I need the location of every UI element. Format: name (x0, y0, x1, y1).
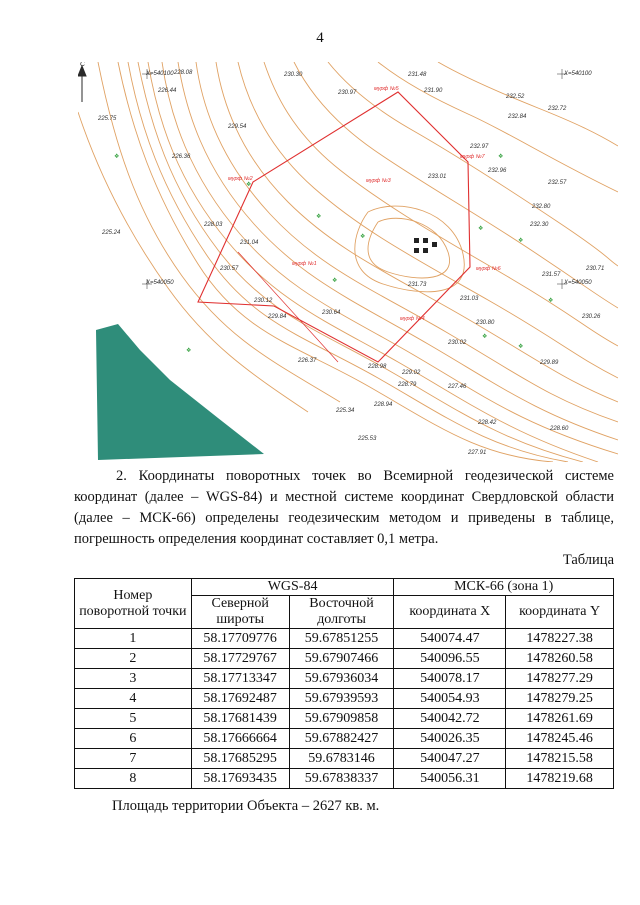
svg-text:❖: ❖ (186, 348, 192, 354)
svg-text:226.44: 226.44 (158, 88, 177, 94)
svg-text:230.26: 230.26 (582, 314, 601, 320)
svg-text:230.30: 230.30 (284, 72, 303, 78)
svg-text:❖: ❖ (482, 334, 488, 340)
svg-text:232.84: 232.84 (508, 114, 527, 120)
svg-text:мурф №5: мурф №5 (374, 86, 399, 92)
svg-text:мурф №3: мурф №3 (366, 178, 391, 184)
svg-text:230.02: 230.02 (448, 340, 467, 346)
table-row: 8 58.17693435 59.67838337 540056.31 1478219.68 (75, 769, 614, 789)
svg-text:❖: ❖ (360, 234, 366, 240)
table-caption: Таблица (562, 552, 614, 568)
svg-text:232.96: 232.96 (488, 168, 507, 174)
svg-text:229.54: 229.54 (228, 124, 247, 130)
svg-text:231.04: 231.04 (240, 240, 259, 246)
svg-text:225.75: 225.75 (98, 116, 117, 122)
svg-text:❖: ❖ (316, 214, 322, 220)
svg-text:❖: ❖ (114, 154, 120, 160)
svg-text:228.98: 228.98 (368, 364, 387, 370)
header-msk: МСК-66 (зона 1) (394, 579, 614, 596)
svg-text:232.30: 232.30 (530, 222, 549, 228)
north-arrow (78, 66, 86, 102)
north-mark: С (80, 62, 86, 68)
grid-crosses (142, 69, 567, 289)
svg-text:225.24: 225.24 (102, 230, 121, 236)
svg-text:230.57: 230.57 (220, 266, 239, 272)
svg-text:232.72: 232.72 (548, 106, 567, 112)
svg-text:❖: ❖ (246, 182, 252, 188)
site-boundary (198, 92, 470, 362)
svg-text:232.97: 232.97 (470, 144, 489, 150)
svg-text:228.94: 228.94 (374, 402, 393, 408)
svg-text:227.46: 227.46 (448, 384, 467, 390)
svg-text:232.57: 232.57 (548, 180, 567, 186)
svg-text:мурф №7: мурф №7 (460, 154, 485, 160)
svg-text:231.90: 231.90 (424, 88, 443, 94)
svg-text:230.12: 230.12 (254, 298, 273, 304)
svg-text:231.48: 231.48 (408, 72, 427, 78)
svg-text:X=540050: X=540050 (146, 280, 174, 286)
table-row: 4 58.17692487 59.67939593 540054.93 1478279.25 (75, 689, 614, 709)
water-body (96, 324, 264, 460)
svg-text:229.84: 229.84 (268, 314, 287, 320)
svg-text:229.89: 229.89 (540, 360, 559, 366)
table-row: 6 58.17666664 59.67882427 540026.35 1478245.46 (75, 729, 614, 749)
svg-text:231.57: 231.57 (542, 272, 561, 278)
svg-text:229.02: 229.02 (402, 370, 421, 376)
table-row: 3 58.17713347 59.67936034 540078.17 1478277.29 (75, 669, 614, 689)
svg-text:❖: ❖ (518, 238, 524, 244)
header-point: Номер поворотной точки (75, 579, 192, 629)
header-lat: Северной широты (191, 596, 289, 629)
topographic-map (78, 62, 618, 462)
svg-text:мурф №1: мурф №1 (292, 261, 317, 267)
svg-text:232.52: 232.52 (506, 94, 525, 100)
structures (414, 238, 437, 253)
svg-text:230.80: 230.80 (476, 320, 495, 326)
svg-text:мурф №2: мурф №2 (228, 176, 253, 182)
coordinates-table (74, 578, 614, 789)
svg-text:мурф №6: мурф №6 (476, 266, 501, 272)
header-y: координата Y (506, 596, 614, 629)
table-row: 1 58.17709776 59.67851255 540074.47 1478227.38 (75, 629, 614, 649)
svg-text:230.97: 230.97 (338, 90, 357, 96)
header-lon: Восточной долготы (289, 596, 394, 629)
header-wgs: WGS-84 (191, 579, 394, 596)
svg-text:228.03: 228.03 (204, 222, 223, 228)
svg-text:233.01: 233.01 (428, 174, 447, 180)
header-x: координата X (394, 596, 506, 629)
svg-text:227.91: 227.91 (468, 450, 487, 456)
svg-text:❖: ❖ (332, 278, 338, 284)
table-row: 2 58.17729767 59.67907466 540096.55 1478260.58 (75, 649, 614, 669)
svg-text:❖: ❖ (518, 344, 524, 350)
svg-text:X=540050: X=540050 (564, 280, 592, 286)
svg-text:228.79: 228.79 (398, 382, 417, 388)
svg-text:228.60: 228.60 (550, 426, 569, 432)
svg-text:228.42: 228.42 (478, 420, 497, 426)
svg-text:230.71: 230.71 (586, 266, 605, 272)
table-row: 7 58.17685295 59.6783146 540047.27 1478215.58 (75, 749, 614, 769)
svg-text:❖: ❖ (498, 154, 504, 160)
svg-text:X=540100: X=540100 (564, 71, 592, 77)
svg-text:231.73: 231.73 (408, 282, 427, 288)
svg-text:232.80: 232.80 (532, 204, 551, 210)
page-number: 4 (316, 30, 324, 46)
svg-text:225.53: 225.53 (358, 436, 377, 442)
svg-text:❖: ❖ (478, 226, 484, 232)
coordinates-paragraph: 2. Координаты поворотных точек во Всемирной геодезической системе координат (далее – WGS-84) и местной системе координат Свердловской области (далее – МСК-66) определены геодезическим методом и приведены в таблице, погрешность определения координат составляет 0,1 метра. (74, 468, 614, 547)
svg-text:230.64: 230.64 (322, 310, 341, 316)
table-row: 5 58.17681439 59.67909858 540042.72 1478261.69 (75, 709, 614, 729)
area-statement: Площадь территории Объекта – 2627 кв. м. (112, 798, 380, 814)
svg-text:228.08: 228.08 (174, 70, 193, 76)
svg-text:мурф №4: мурф №4 (400, 316, 425, 322)
svg-text:225.34: 225.34 (336, 408, 355, 414)
svg-text:231.03: 231.03 (460, 296, 479, 302)
svg-text:X=540100: X=540100 (146, 71, 174, 77)
svg-text:❖: ❖ (548, 298, 554, 304)
map-svg (78, 62, 618, 462)
svg-text:226.37: 226.37 (298, 358, 317, 364)
svg-text:226.36: 226.36 (172, 154, 191, 160)
